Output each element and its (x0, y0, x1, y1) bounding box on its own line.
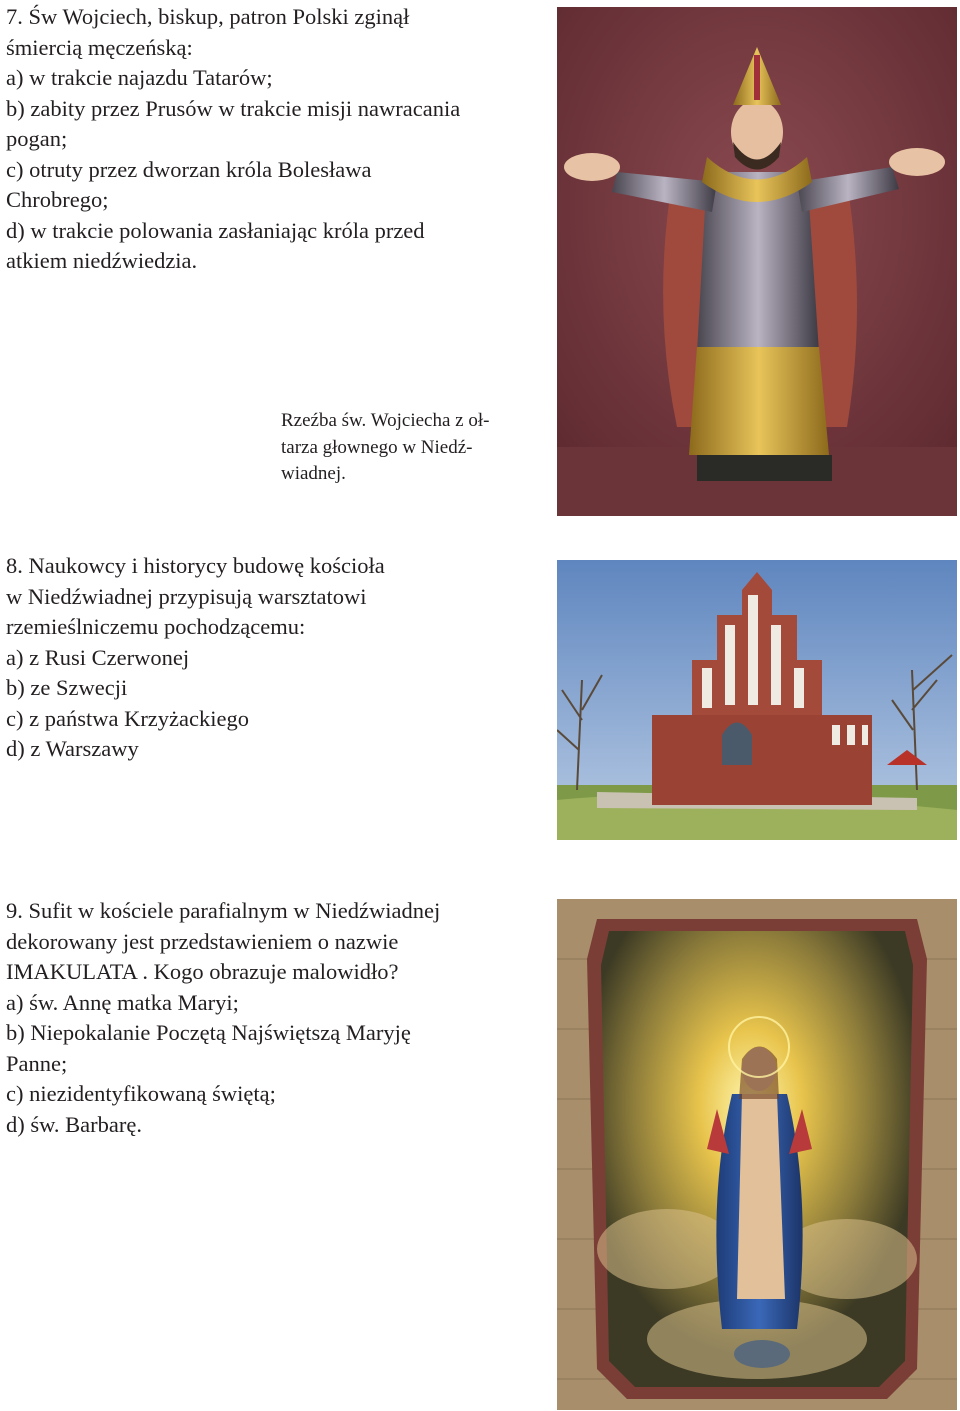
statue-photo (557, 7, 957, 516)
question-9: 9. Sufit w kościele parafialnym w Niedźwiadnej dekorowany jest przedstawieniem o nazwie IMAKULATA . Kogo obrazuje malowidło? a) św. Annę matka Maryi; b) Niepokalanie Poczętą Najświętszą Maryję Panne; c) niezidentyfikowaną świętą; d) św. Barbarę. (6, 898, 441, 1137)
statue-caption: Rzeźba św. Wojciecha z oł- tarza głownego w Niedź- wiadnej. (281, 410, 490, 484)
question-8: 8. Naukowcy i historycy budowę kościoła w Niedźwiadnej przypisują warsztatowi rzemieślniczemu pochodzącemu: a) z Rusi Czerwonej b) ze Szwecji c) z państwa Krzyżackiego d) z Warszawy (6, 553, 385, 761)
bishop-statue-image (557, 7, 957, 516)
question-7: 7. Św Wojciech, biskup, patron Polski zginął śmiercią męczeńską: a) w trakcie najazdu Tatarów; b) zabity przez Prusów w trakcie misji nawracania pogan; c) otruty przez dworzan króla Bolesława Chrobrego; d) w trakcie polowania zasłaniając króla przed atkiem niedźwiedzia. (6, 4, 461, 273)
church-photo (557, 560, 957, 840)
ceiling-painting-photo (557, 899, 957, 1410)
immaculata-painting-image (557, 899, 957, 1410)
brick-church-image (557, 560, 957, 840)
